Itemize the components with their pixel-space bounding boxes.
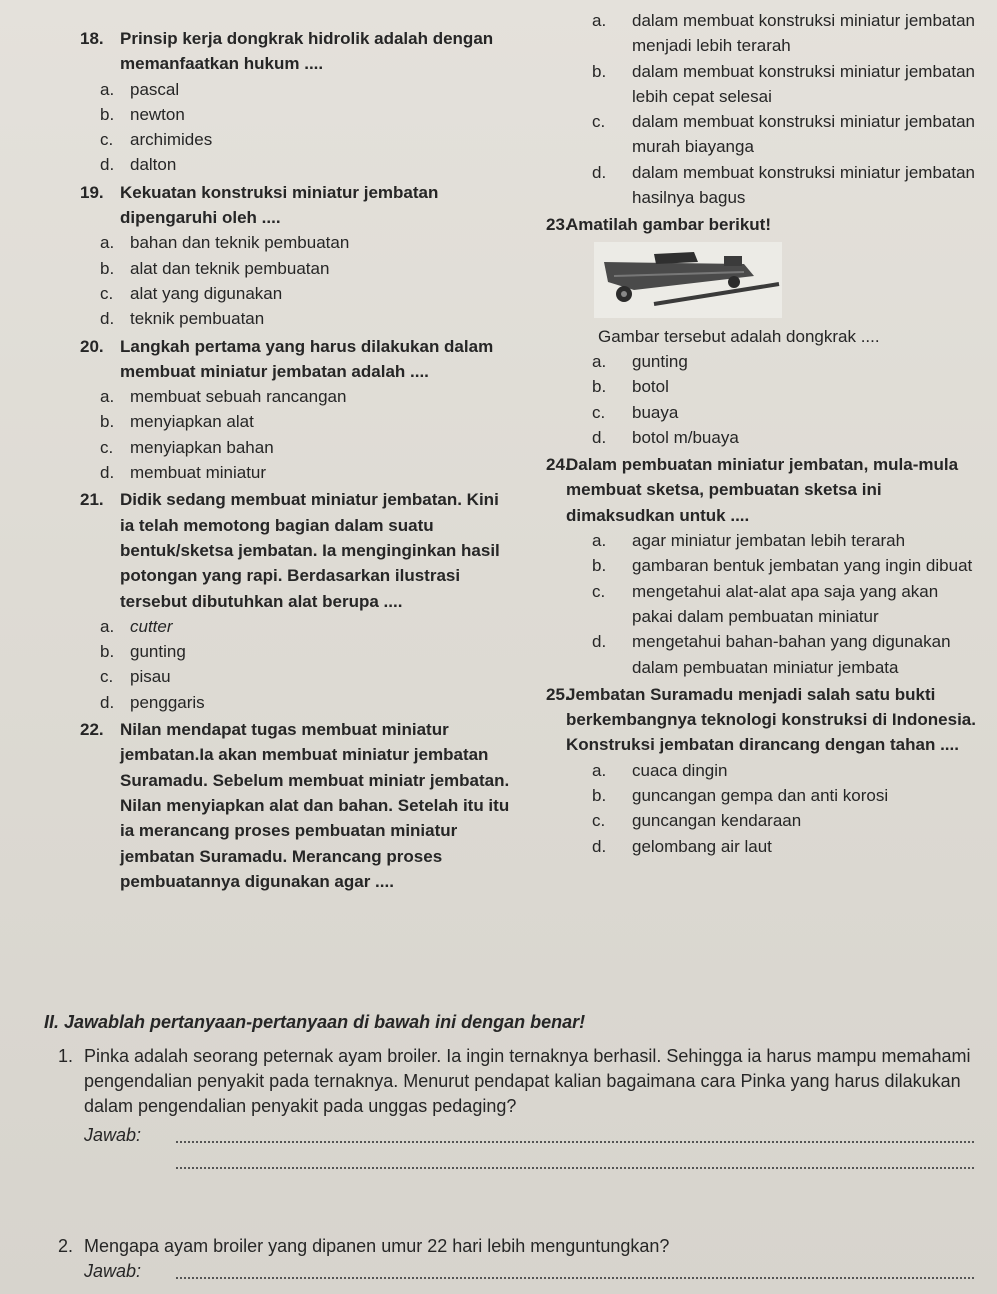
- option-text: gunting: [130, 642, 186, 662]
- option-letter: a.: [592, 760, 607, 780]
- answer-label: Jawab:: [84, 1261, 142, 1281]
- question-number: 25.: [546, 684, 570, 704]
- image-caption: Gambar tersebut adalah dongkrak ....: [598, 326, 880, 346]
- option-letter: d.: [100, 155, 115, 175]
- option-text: membuat sebuah rancangan: [130, 387, 347, 407]
- answer-line[interactable]: [176, 1167, 974, 1169]
- option-a[interactable]: [546, 758, 976, 783]
- option-text: bahan dan teknik pembuatan: [130, 233, 350, 253]
- option-a[interactable]: [546, 8, 976, 59]
- option-d[interactable]: [546, 834, 976, 859]
- option-letter: c.: [592, 112, 606, 132]
- option-d[interactable]: [546, 425, 976, 450]
- answer-area[interactable]: [84, 1259, 974, 1285]
- question-number: 18.: [80, 29, 104, 48]
- option-a[interactable]: [100, 230, 510, 255]
- answer-label: Jawab:: [84, 1125, 142, 1145]
- option-letter: d.: [592, 427, 607, 447]
- question-text: Kekuatan konstruksi miniatur jembatan dipengaruhi oleh ....: [120, 182, 439, 228]
- option-b[interactable]: [546, 374, 976, 399]
- option-text: cuaca dingin: [632, 760, 728, 780]
- option-c[interactable]: [100, 127, 510, 152]
- option-d[interactable]: [100, 306, 510, 331]
- question-22: [80, 717, 510, 894]
- option-text: cutter: [130, 616, 173, 636]
- option-a[interactable]: [546, 349, 976, 374]
- option-d[interactable]: [546, 629, 976, 680]
- option-d[interactable]: [100, 690, 510, 715]
- option-letter: b.: [592, 61, 607, 81]
- question-text: Pinka adalah seorang peternak ayam broiler. Ia ingin ternaknya berhasil. Sehingga ia harus mampu memahami pengendalian penyakit pada ternaknya. Menurut pendapat kalian bagaimana cara Pinka yang harus dilakukan dalam pengendalian penyakit pada unggas pedaging?: [84, 1046, 971, 1116]
- option-a[interactable]: [100, 77, 510, 102]
- option-letter: c.: [100, 667, 114, 687]
- right-column: [546, 8, 976, 859]
- option-text: mengetahui bahan-bahan yang digunakan dalam pembuatan miniatur jembata: [632, 632, 951, 677]
- option-text: dalam membuat konstruksi miniatur jembatan murah biayanga: [632, 112, 975, 157]
- option-text: menyiapkan bahan: [130, 437, 274, 457]
- option-letter: a.: [592, 11, 607, 30]
- question-20: [80, 334, 510, 385]
- option-c[interactable]: [100, 664, 510, 689]
- option-letter: d.: [100, 692, 115, 712]
- question-19: [80, 180, 510, 231]
- option-letter: a.: [592, 531, 607, 551]
- option-letter: b.: [100, 104, 115, 124]
- option-letter: d.: [100, 309, 115, 329]
- answer-area[interactable]: [84, 1123, 974, 1149]
- question-number: 1.: [58, 1046, 74, 1066]
- option-letter: a.: [592, 351, 607, 371]
- option-letter: b.: [592, 377, 607, 397]
- question-23: [546, 212, 976, 237]
- question-text: Didik sedang membuat miniatur jembatan. Kini ia telah memotong bagian dalam suatu bentuk/sketsa jembatan. Ia menginginkan hasil potongan yang rapi. Berdasarkan ilustrasi tersebut dibutuhkan alat berupa ....: [120, 490, 500, 611]
- option-d[interactable]: [546, 160, 976, 211]
- question-21: [80, 487, 510, 613]
- option-c[interactable]: [546, 579, 976, 630]
- option-text: guncangan gempa dan anti korosi: [632, 786, 889, 806]
- option-letter: c.: [100, 283, 114, 303]
- option-letter: a.: [100, 387, 115, 407]
- question-text: Prinsip kerja dongkrak hidrolik adalah dengan memanfaatkan hukum ....: [120, 29, 494, 74]
- option-text: newton: [130, 104, 185, 124]
- option-c[interactable]: [100, 435, 510, 460]
- option-text: agar miniatur jembatan lebih terarah: [632, 531, 906, 551]
- option-text: botol: [632, 377, 669, 397]
- option-a[interactable]: [100, 614, 510, 639]
- question-number: 24.: [546, 455, 570, 475]
- question-text: Jembatan Suramadu menjadi salah satu bukti berkembangnya teknologi konstruksi di Indonesia. Konstruksi jembatan dirancang dengan tahan ....: [566, 684, 976, 755]
- option-text: alat dan teknik pembuatan: [130, 258, 330, 278]
- option-text: teknik pembuatan: [130, 309, 265, 329]
- car-jack-drawing: [594, 242, 782, 318]
- option-letter: b.: [100, 412, 115, 432]
- option-text: dalam membuat konstruksi miniatur jembatan menjadi lebih terarah: [632, 11, 975, 56]
- answer-area[interactable]: [84, 1149, 974, 1175]
- option-text: pisau: [130, 667, 171, 687]
- option-letter: b.: [100, 258, 115, 278]
- option-text: gelombang air laut: [632, 836, 772, 856]
- option-text: pascal: [130, 79, 180, 99]
- question-number: 22.: [80, 720, 104, 740]
- option-letter: c.: [592, 402, 606, 422]
- option-letter: b.: [592, 556, 607, 576]
- option-c[interactable]: [100, 281, 510, 306]
- option-letter: c.: [592, 811, 606, 831]
- option-text: alat yang digunakan: [130, 283, 283, 303]
- option-letter: b.: [592, 786, 607, 806]
- option-b[interactable]: [546, 59, 976, 110]
- option-b[interactable]: [100, 409, 510, 434]
- question-text: Langkah pertama yang harus dilakukan dalam membuat miniatur jembatan adalah ....: [120, 336, 494, 381]
- option-text: penggaris: [130, 692, 205, 712]
- option-c[interactable]: [546, 109, 976, 160]
- option-letter: c.: [100, 130, 114, 150]
- essay-question-2: [58, 1234, 974, 1285]
- question-number: 2.: [58, 1236, 74, 1256]
- option-letter: c.: [100, 437, 114, 457]
- question-number: 21.: [80, 490, 104, 510]
- option-b[interactable]: [100, 639, 510, 664]
- option-letter: a.: [100, 79, 115, 99]
- essay-question-1: [58, 1044, 974, 1175]
- question-25: [546, 682, 976, 758]
- option-a[interactable]: [100, 384, 510, 409]
- option-text: mengetahui alat-alat apa saja yang akan pakai dalam pembuatan miniatur: [632, 581, 939, 626]
- option-text: menyiapkan alat: [130, 412, 254, 432]
- option-letter: a.: [100, 616, 115, 636]
- question-text: Amatilah gambar berikut!: [566, 215, 771, 235]
- option-text: dalton: [130, 155, 177, 175]
- option-text: dalam membuat konstruksi miniatur jembatan hasilnya bagus: [632, 162, 975, 208]
- car-jack-icon: [594, 242, 782, 318]
- question-18: [80, 26, 510, 77]
- option-text: guncangan kendaraan: [632, 811, 802, 831]
- option-letter: b.: [100, 642, 115, 662]
- question-number: 20.: [80, 336, 104, 356]
- option-d[interactable]: [100, 460, 510, 485]
- option-letter: d.: [592, 162, 607, 182]
- option-c[interactable]: [546, 808, 976, 833]
- option-b[interactable]: [100, 256, 510, 281]
- option-text: dalam membuat konstruksi miniatur jembatan lebih cepat selesai: [632, 61, 975, 106]
- option-d[interactable]: [100, 152, 510, 177]
- option-letter: d.: [592, 836, 607, 856]
- option-text: archimides: [130, 130, 213, 150]
- option-text: membuat miniatur: [130, 463, 267, 483]
- option-b[interactable]: [546, 553, 976, 578]
- answer-line[interactable]: [176, 1141, 974, 1143]
- question-text: Mengapa ayam broiler yang dipanen umur 22 hari lebih menguntungkan?: [84, 1236, 670, 1256]
- option-text: buaya: [632, 402, 679, 422]
- question-number: 23.: [546, 215, 570, 235]
- option-letter: a.: [100, 233, 115, 253]
- answer-line[interactable]: [176, 1277, 974, 1279]
- option-letter: d.: [592, 632, 607, 652]
- option-a[interactable]: [546, 528, 976, 553]
- question-text: Nilan mendapat tugas membuat miniatur jembatan.Ia akan membuat miniatur jembatan Suramadu. Sebelum membuat miniatr jembatan. Nilan menyiapkan alat dan bahan. Setelah itu itu ia merancang proses pembuatan miniatur jembatan Suramadu. Merancang proses pembuatannya digunakan agar ....: [120, 720, 510, 891]
- option-letter: d.: [100, 463, 115, 483]
- option-b[interactable]: [100, 102, 510, 127]
- question-24: [546, 452, 976, 528]
- section-title: II. Jawablah pertanyaan-pertanyaan di bawah ini dengan benar!: [44, 1012, 586, 1032]
- option-letter: c.: [592, 581, 606, 601]
- left-column: [80, 26, 510, 894]
- question-number: 19.: [80, 182, 104, 202]
- option-text: gunting: [632, 351, 688, 371]
- option-b[interactable]: [546, 783, 976, 808]
- question-text: Dalam pembuatan miniatur jembatan, mula-mula membuat sketsa, pembuatan sketsa ini dimaksudkan untuk ....: [566, 455, 959, 525]
- option-c[interactable]: [546, 400, 976, 425]
- option-text: gambaran bentuk jembatan yang ingin dibuat: [632, 556, 973, 576]
- option-text: botol m/buaya: [632, 427, 739, 447]
